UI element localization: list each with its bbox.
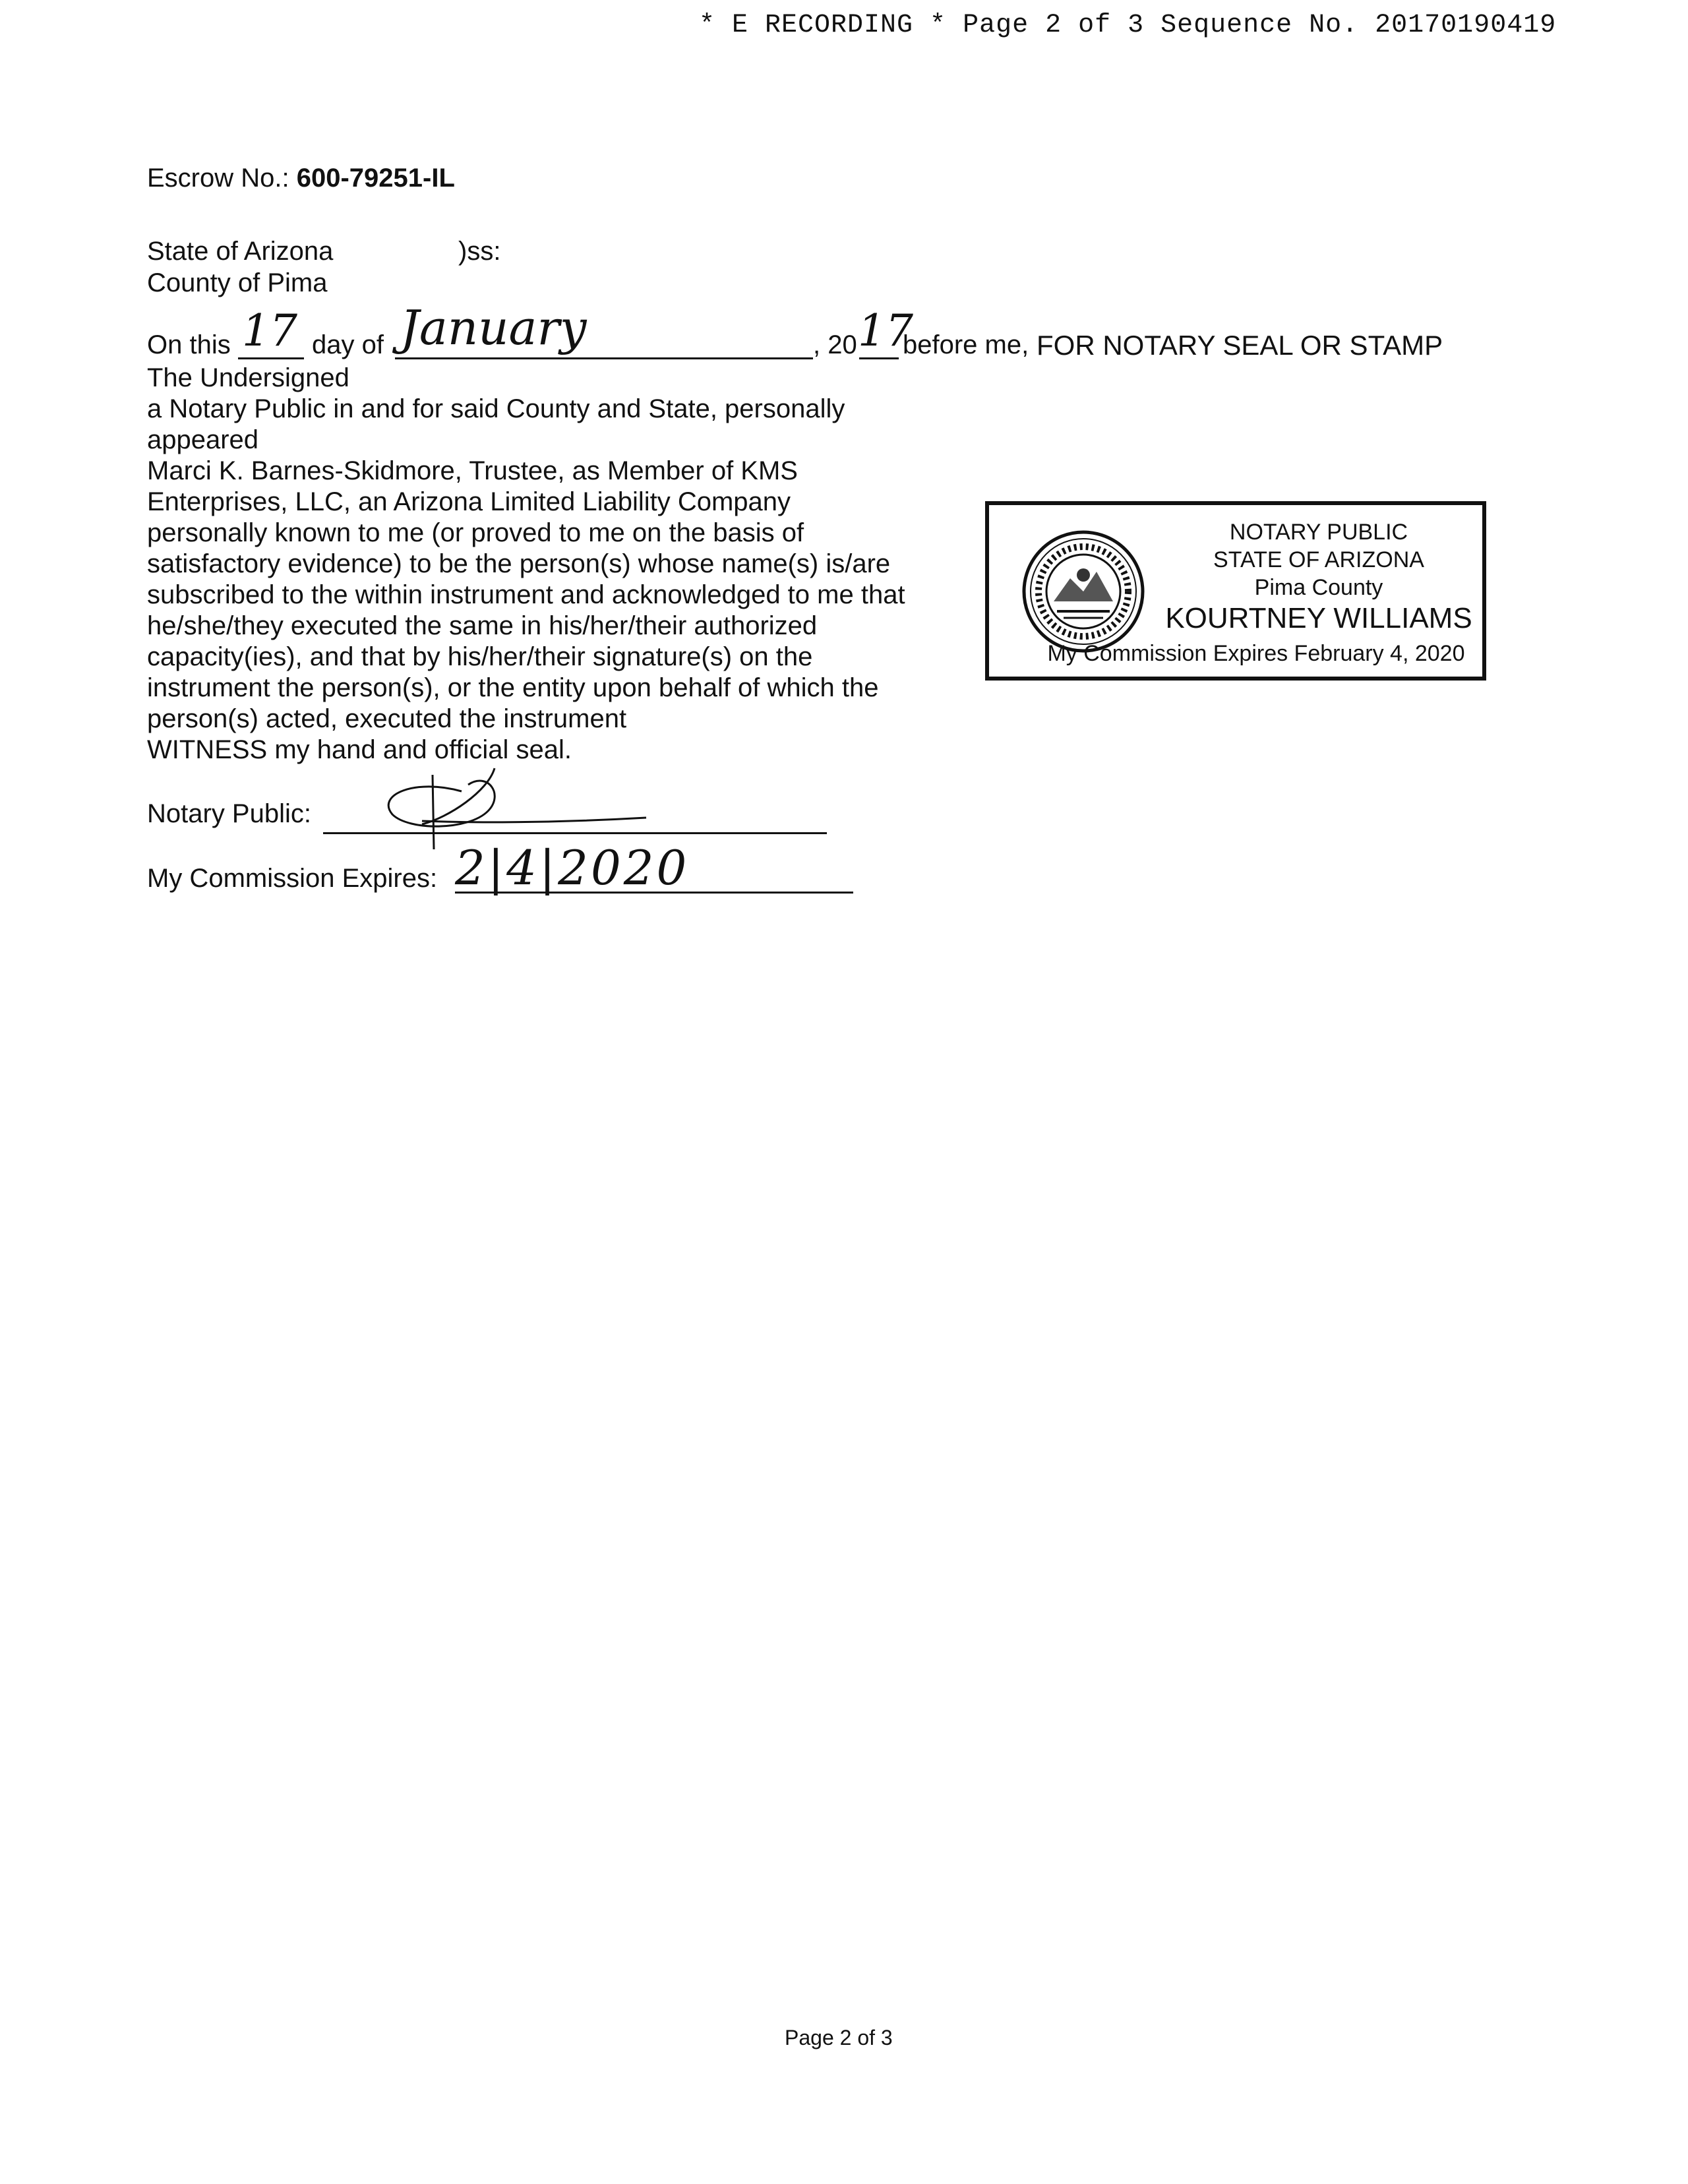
- before-me-label: before me,: [903, 330, 1029, 359]
- commission-expires-label: My Commission Expires:: [147, 864, 438, 893]
- acknowledgment-date-line: [147, 300, 1029, 394]
- notary-signature-scribble: [356, 765, 673, 851]
- ack-line: instrument the person(s), or the entity upon behalf of which the: [147, 673, 879, 702]
- stamp-county: Pima County: [1254, 575, 1383, 600]
- notary-stamp: [985, 501, 1486, 681]
- ack-line: personally known to me (or proved to me on the basis of: [147, 518, 804, 547]
- ack-line: appeared: [147, 425, 259, 454]
- ack-line: a Notary Public in and for said County and State, personally: [147, 394, 845, 423]
- month-blank: [395, 357, 813, 359]
- escrow-number: 600-79251-IL: [296, 164, 455, 193]
- stamp-state: STATE OF ARIZONA: [1213, 547, 1424, 572]
- year-handwritten: 17: [858, 305, 913, 356]
- ack-line: Enterprises, LLC, an Arizona Limited Liability Company: [147, 487, 791, 516]
- ack-line: he/she/they executed the same in his/her/their authorized: [147, 611, 818, 640]
- ack-line: capacity(ies), and that by his/her/their signature(s) on the: [147, 642, 813, 671]
- venue-county: County of Pima: [147, 268, 328, 297]
- day-handwritten: 17: [242, 305, 297, 356]
- recording-header: * E RECORDING * Page 2 of 3 Sequence No. 20170190419: [699, 11, 1557, 40]
- day-of-label: day of: [312, 330, 384, 359]
- ack-line: WITNESS my hand and official seal.: [147, 735, 572, 764]
- venue-block: [147, 236, 501, 299]
- seal-area-label: FOR NOTARY SEAL OR STAMP: [1037, 330, 1443, 361]
- notary-public-label: Notary Public:: [147, 799, 311, 828]
- page-footer: Page 2 of 3: [785, 2026, 893, 2049]
- ack-line: person(s) acted, executed the instrument: [147, 704, 627, 733]
- day-blank: [238, 357, 304, 359]
- on-this-label: On this: [147, 330, 231, 359]
- commission-expires-handwritten: 2|4|2020: [455, 840, 690, 895]
- notary-signature-line: [147, 799, 311, 829]
- ack-line: Marci K. Barnes-Skidmore, Trustee, as Member of KMS: [147, 456, 798, 485]
- escrow-label: Escrow No.:: [147, 164, 297, 193]
- stamp-notary-name: KOURTNEY WILLIAMS: [1165, 602, 1472, 634]
- month-handwritten: January: [400, 300, 587, 355]
- stamp-expiration: My Commission Expires February 4, 2020: [1047, 641, 1465, 666]
- acknowledgment-body: [147, 394, 965, 766]
- commission-expires-line: [147, 864, 437, 894]
- venue-ss: )ss:: [458, 237, 501, 266]
- escrow-number-line: [147, 164, 455, 193]
- year-blank: [859, 357, 899, 359]
- venue-state: State of Arizona: [147, 237, 334, 266]
- year-prefix: , 20: [813, 330, 857, 359]
- great-seal-of-arizona-icon: [1021, 529, 1146, 654]
- stamp-title: NOTARY PUBLIC: [1229, 520, 1408, 545]
- officer-title: The Undersigned: [147, 363, 349, 392]
- ack-line: subscribed to the within instrument and acknowledged to me that: [147, 580, 905, 609]
- ack-line: satisfactory evidence) to be the person(s) whose name(s) is/are: [147, 549, 891, 578]
